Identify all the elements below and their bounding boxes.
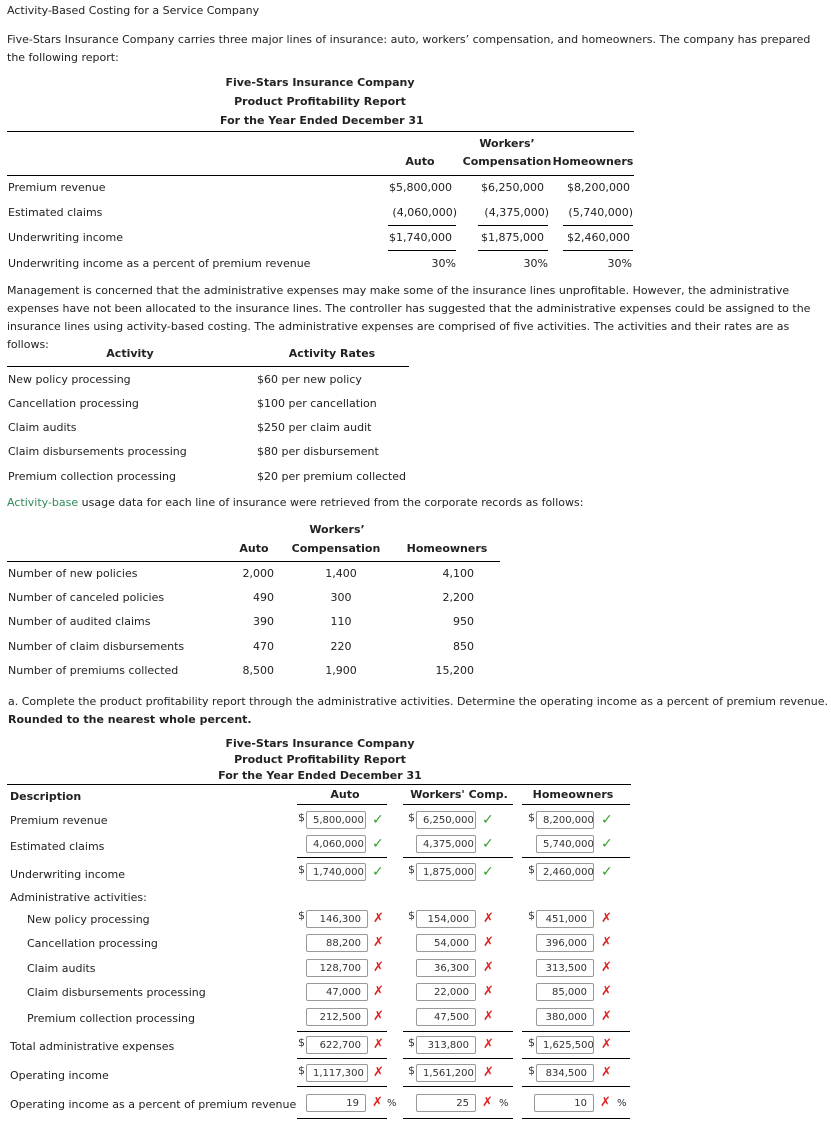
x-icon: ✗ (483, 911, 494, 926)
usage-divider (7, 561, 500, 562)
report1-sum-line (388, 225, 456, 226)
dollar-sign: $ (528, 1064, 535, 1077)
usage-cell-workers: 220 (330, 640, 352, 653)
sum-line (297, 1086, 387, 1087)
x-icon: ✗ (601, 960, 612, 975)
row-label-percent: Operating income as a percent of premium revenue (10, 1098, 297, 1111)
sum-line (297, 857, 387, 858)
usage-cell-auto: 2,000 (242, 567, 274, 580)
x-icon: ✗ (601, 984, 612, 999)
report1-col-auto: Auto (405, 155, 435, 168)
report2-company: Five-Stars Insurance Company (225, 737, 415, 750)
check-icon: ✓ (372, 864, 384, 880)
dollar-sign: $ (298, 811, 305, 824)
home-underwriting-input[interactable]: 2,460,000 (536, 863, 594, 881)
auto-percent-input[interactable]: 19 (306, 1094, 366, 1112)
activity-name: Claim audits (8, 421, 77, 434)
dollar-sign: $ (408, 909, 415, 922)
usage-cell-homeowners: 15,200 (435, 664, 474, 677)
activities-head-rates: Activity Rates (288, 347, 376, 360)
question-a: a. Complete the product profitability report through the administrative activities. Determine the operating income as a percent of premium revenue. (8, 695, 828, 708)
report1-cell-workers: $1,875,000 (481, 231, 544, 244)
sum-line (297, 1031, 387, 1032)
check-icon: ✓ (482, 812, 494, 828)
report1-sum-line (563, 225, 633, 226)
usage-intro-text: usage data for each line of insurance were retrieved from the corporate records as follows: (78, 496, 584, 509)
report1-subtitle: Product Profitability Report (234, 95, 406, 108)
row-label-total: Total administrative expenses (10, 1040, 175, 1053)
home-operating-income-input[interactable]: 834,500 (536, 1064, 594, 1082)
activity-rate: $80 per disbursement (257, 445, 379, 458)
usage-cell-auto: 8,500 (242, 664, 274, 677)
x-icon: ✗ (601, 1009, 612, 1024)
report1-col-homeowners: Homeowners (552, 155, 634, 168)
intro-paragraph: Five-Stars Insurance Company carries three major lines of insurance: auto, workers’ compensation, and homeowners. The company has prepared the following report: (7, 33, 811, 64)
report1-cell-homeowners: 30% (607, 257, 632, 270)
row-label-admin-item: Claim audits (27, 962, 96, 975)
row-label-admin-item: Premium collection processing (27, 1012, 195, 1025)
report2-col-description: Description (10, 790, 82, 803)
home-disbursements-input[interactable]: 85,000 (536, 983, 594, 1001)
check-icon: ✓ (601, 864, 613, 880)
activity-rate: $60 per new policy (257, 373, 362, 386)
workers-underwriting-input[interactable]: 1,875,000 (416, 863, 476, 881)
report1-row-label: Underwriting income (8, 231, 123, 244)
x-icon: ✗ (483, 1009, 494, 1024)
dollar-sign: $ (408, 863, 415, 876)
workers-new-policy-input[interactable]: 154,000 (416, 910, 476, 928)
x-icon: ✗ (373, 935, 384, 950)
sum-line (403, 1118, 513, 1119)
x-icon: ✗ (601, 1037, 612, 1052)
sum-line (522, 1031, 630, 1032)
workers-premium-input[interactable]: 6,250,000 (416, 811, 476, 829)
usage-cell-homeowners: 2,200 (442, 591, 474, 604)
home-claim-audits-input[interactable]: 313,500 (536, 959, 594, 977)
sum-line (522, 1058, 630, 1059)
report1-cell-auto: 30% (431, 257, 456, 270)
dollar-sign: $ (528, 909, 535, 922)
x-icon: ✗ (372, 1095, 383, 1110)
x-icon: ✗ (373, 1065, 384, 1080)
report1-divider-head (7, 175, 634, 176)
check-icon: ✓ (601, 836, 613, 852)
report2-col-auto: Auto (330, 788, 360, 801)
usage-cell-workers: 1,400 (325, 567, 357, 580)
x-icon: ✗ (373, 1009, 384, 1024)
percent-sign: % (617, 1098, 627, 1109)
usage-cell-workers: 110 (330, 615, 352, 628)
workers-claims-input[interactable]: 4,375,000 (416, 835, 476, 853)
activity-name: Cancellation processing (8, 397, 139, 410)
report2-col-homeowners: Homeowners (532, 788, 614, 801)
usage-row-label: Number of canceled policies (8, 591, 165, 604)
report1-sum-line (478, 250, 548, 251)
report2-col-underline (297, 804, 387, 805)
auto-new-policy-input[interactable]: 146,300 (306, 910, 368, 928)
report1-sum-line (388, 250, 456, 251)
auto-underwriting-input[interactable]: 1,740,000 (306, 863, 366, 881)
usage-cell-homeowners: 850 (453, 640, 474, 653)
management-paragraph: Management is concerned that the administrative expenses may make some of the insurance lines unprofitable. However, the administrative expenses have not been allocated to the insurance lines. The controller has suggested that the administrative expenses could be assigned to the insurance lines using activity-based costing. The administrative expenses are comprised of five activities. The activities and their rates are as follows: (7, 284, 811, 351)
usage-col-workers-2: Compensation (291, 542, 381, 555)
usage-cell-workers: 1,900 (325, 664, 357, 677)
auto-claim-audits-input[interactable]: 128,700 (306, 959, 368, 977)
auto-cancellation-input[interactable]: 88,200 (306, 934, 368, 952)
x-icon: ✗ (483, 1037, 494, 1052)
x-icon: ✗ (483, 1065, 494, 1080)
workers-cancellation-input[interactable]: 54,000 (416, 934, 476, 952)
sum-line (297, 1058, 387, 1059)
home-new-policy-input[interactable]: 451,000 (536, 910, 594, 928)
percent-sign: % (499, 1098, 509, 1109)
x-icon: ✗ (601, 935, 612, 950)
workers-premium-collection-input[interactable]: 47,500 (416, 1008, 476, 1026)
x-icon: ✗ (373, 1037, 384, 1052)
report1-cell-auto: (4,060,000) (392, 206, 457, 219)
x-icon: ✗ (373, 911, 384, 926)
usage-cell-homeowners: 950 (453, 615, 474, 628)
auto-operating-income-input[interactable]: 1,117,300 (306, 1064, 368, 1082)
report1-col-workers-1: Workers’ (479, 137, 535, 150)
dollar-sign: $ (528, 1036, 535, 1049)
dollar-sign: $ (298, 863, 305, 876)
row-label-claims: Estimated claims (10, 840, 105, 853)
usage-row-label: Number of audited claims (8, 615, 151, 628)
x-icon: ✗ (600, 1095, 611, 1110)
workers-disbursements-input[interactable]: 22,000 (416, 983, 476, 1001)
row-label-underwriting: Underwriting income (10, 868, 125, 881)
activity-rate: $250 per claim audit (257, 421, 372, 434)
report2-col-underline (522, 804, 630, 805)
dollar-sign: $ (528, 811, 535, 824)
dollar-sign: $ (528, 863, 535, 876)
sum-line (522, 1086, 630, 1087)
report1-cell-homeowners: $8,200,000 (567, 181, 630, 194)
report1-cell-auto: $5,800,000 (389, 181, 452, 194)
activities-head-activity: Activity (106, 347, 154, 360)
home-cancellation-input[interactable]: 396,000 (536, 934, 594, 952)
report1-period: For the Year Ended December 31 (220, 114, 424, 127)
usage-row-label: Number of premiums collected (8, 664, 179, 677)
activity-name: Premium collection processing (8, 470, 176, 483)
sum-line (522, 1118, 630, 1119)
report1-cell-homeowners: $2,460,000 (567, 231, 630, 244)
usage-cell-workers: 300 (330, 591, 352, 604)
report1-divider-top (7, 131, 634, 132)
usage-intro (7, 496, 583, 509)
dollar-sign: $ (298, 1064, 305, 1077)
report1-col-workers-2: Compensation (462, 155, 552, 168)
row-label-operating: Operating income (10, 1069, 109, 1082)
x-icon: ✗ (601, 1065, 612, 1080)
usage-cell-auto: 490 (253, 591, 274, 604)
sum-line (403, 1058, 513, 1059)
report1-company: Five-Stars Insurance Company (225, 76, 415, 89)
report1-cell-workers: (4,375,000) (484, 206, 549, 219)
usage-col-workers-1: Workers’ (309, 523, 365, 536)
auto-premium-input[interactable]: 5,800,000 (306, 811, 366, 829)
row-label-admin-item: Claim disbursements processing (27, 986, 206, 999)
usage-row-label: Number of claim disbursements (8, 640, 185, 653)
workers-claim-audits-input[interactable]: 36,300 (416, 959, 476, 977)
sum-line (403, 857, 513, 858)
row-label-admin-item: Cancellation processing (27, 937, 158, 950)
percent-sign: % (387, 1098, 397, 1109)
usage-col-homeowners: Homeowners (406, 542, 488, 555)
home-premium-collection-input[interactable]: 380,000 (536, 1008, 594, 1026)
dollar-sign: $ (408, 1036, 415, 1049)
x-icon: ✗ (483, 984, 494, 999)
x-icon: ✗ (373, 984, 384, 999)
dollar-sign: $ (298, 1036, 305, 1049)
auto-claims-input[interactable]: 4,060,000 (306, 835, 366, 853)
report1-cell-auto: $1,740,000 (389, 231, 452, 244)
x-icon: ✗ (373, 960, 384, 975)
workers-total-admin-input[interactable]: 313,800 (416, 1036, 476, 1054)
check-icon: ✓ (372, 812, 384, 828)
report1-cell-workers: 30% (523, 257, 548, 270)
activity-name: Claim disbursements processing (8, 445, 187, 458)
question-a-rounding: Rounded to the nearest whole percent. (8, 713, 252, 726)
dollar-sign: $ (298, 909, 305, 922)
page-title: Activity-Based Costing for a Service Company (7, 4, 260, 17)
row-label-premium: Premium revenue (10, 814, 108, 827)
activity-rate: $100 per cancellation (257, 397, 377, 410)
sum-line (522, 857, 630, 858)
sum-line (297, 1118, 387, 1119)
usage-cell-auto: 470 (253, 640, 274, 653)
activity-name: New policy processing (8, 373, 131, 386)
activity-base-link[interactable]: Activity-base (7, 496, 79, 509)
sum-line (403, 1031, 513, 1032)
home-claims-input[interactable]: 5,740,000 (536, 835, 594, 853)
dollar-sign: $ (408, 1064, 415, 1077)
sum-line (403, 1086, 513, 1087)
x-icon: ✗ (601, 911, 612, 926)
home-percent-input[interactable]: 10 (534, 1094, 594, 1112)
auto-disbursements-input[interactable]: 47,000 (306, 983, 368, 1001)
usage-col-auto: Auto (239, 542, 269, 555)
report1-cell-homeowners: (5,740,000) (568, 206, 633, 219)
report2-col-workers: Workers' Comp. (410, 788, 508, 801)
workers-percent-input[interactable]: 25 (416, 1094, 476, 1112)
usage-row-label: Number of new policies (8, 567, 138, 580)
usage-cell-homeowners: 4,100 (442, 567, 474, 580)
check-icon: ✓ (372, 836, 384, 852)
report2-subtitle: Product Profitability Report (234, 753, 406, 766)
auto-total-admin-input[interactable]: 622,700 (306, 1036, 368, 1054)
row-label-admin: Administrative activities: (10, 891, 147, 904)
activity-rate: $20 per premium collected (257, 470, 407, 483)
report2-period: For the Year Ended December 31 (218, 769, 422, 782)
report1-row-label: Underwriting income as a percent of premium revenue (8, 257, 311, 270)
x-icon: ✗ (482, 1095, 493, 1110)
check-icon: ✓ (482, 864, 494, 880)
report1-row-label: Estimated claims (8, 206, 103, 219)
report1-row-label: Premium revenue (8, 181, 106, 194)
check-icon: ✓ (482, 836, 494, 852)
report1-cell-workers: $6,250,000 (481, 181, 544, 194)
workers-operating-income-input[interactable]: 1,561,200 (416, 1064, 476, 1082)
check-icon: ✓ (601, 812, 613, 828)
x-icon: ✗ (483, 960, 494, 975)
dollar-sign: $ (408, 811, 415, 824)
auto-premium-collection-input[interactable]: 212,500 (306, 1008, 368, 1026)
report1-sum-line (563, 250, 633, 251)
usage-cell-auto: 390 (253, 615, 274, 628)
report2-divider-top (7, 784, 631, 785)
report1-sum-line (478, 225, 548, 226)
row-label-admin-item: New policy processing (27, 913, 150, 926)
home-premium-input[interactable]: 8,200,000 (536, 811, 594, 829)
report2-col-underline (403, 804, 513, 805)
x-icon: ✗ (483, 935, 494, 950)
activities-divider (7, 366, 409, 367)
home-total-admin-input[interactable]: 1,625,500 (536, 1036, 594, 1054)
